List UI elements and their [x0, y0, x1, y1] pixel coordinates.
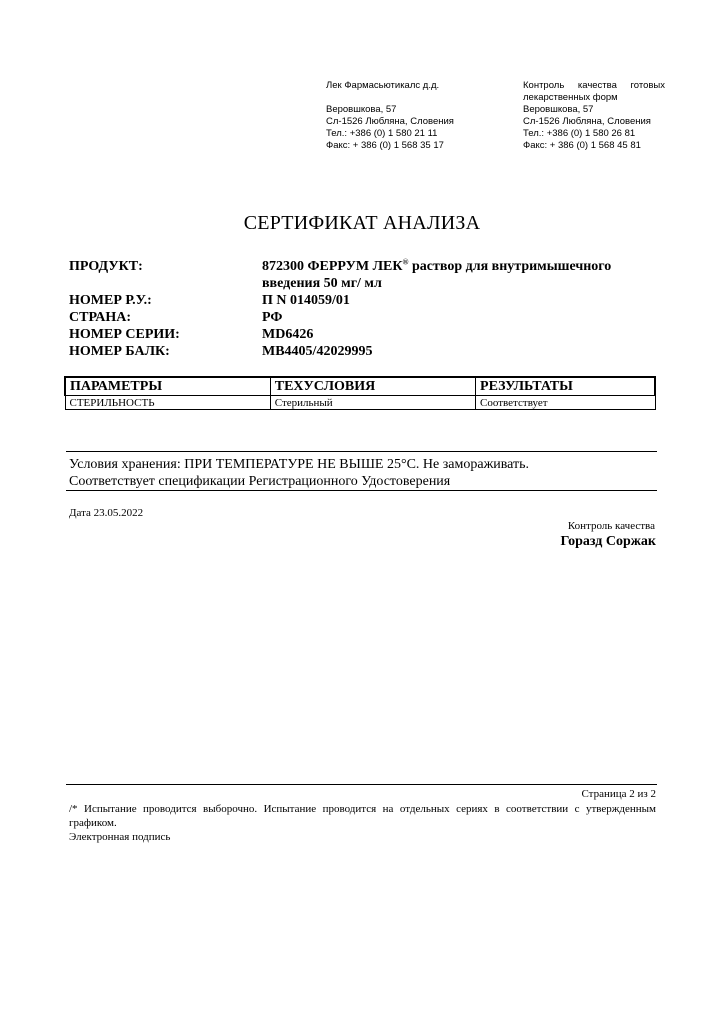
batch-number-value: MD6426: [262, 327, 314, 342]
divider-bottom: [66, 490, 657, 491]
page-number: Страница 2 из 2: [581, 788, 656, 800]
country-value: РФ: [262, 310, 283, 325]
qc-department-address: [523, 80, 665, 152]
cell-specification: Стерильный: [270, 396, 475, 410]
column-header-results: РЕЗУЛЬТАТЫ: [476, 377, 655, 396]
company-fax: Факс: + 386 (0) 1 568 35 17: [326, 140, 444, 151]
product-value-line1: 872300 ФЕРРУМ ЛЕК® раствор для внутримышечного: [262, 257, 612, 274]
electronic-signature-note: Электронная подпись: [69, 831, 171, 843]
storage-conditions: Условия хранения: ПРИ ТЕМПЕРАТУРЕ НЕ ВЫШЕ 25°С. Не замораживать.: [69, 457, 530, 472]
bulk-number-value: MB4405/42029995: [262, 344, 373, 359]
column-header-specifications: ТЕХУСЛОВИЯ: [270, 377, 475, 396]
qc-fax: Факс: + 386 (0) 1 568 45 81: [523, 140, 641, 151]
qc-street: Веровшкова, 57: [523, 104, 594, 115]
qc-dept-line1: Контроль качества готовых: [523, 80, 665, 91]
bulk-number-label: НОМЕР БАЛК:: [69, 344, 170, 359]
cell-result: Соответствует: [476, 396, 655, 410]
parameters-table: [64, 376, 656, 410]
divider-top: [66, 451, 657, 452]
reg-number-value: П N 014059/01: [262, 293, 350, 308]
product-label: ПРОДУКТ:: [69, 259, 143, 274]
signatory-role: Контроль качества: [567, 520, 655, 532]
sender-address: [326, 80, 454, 152]
specification-compliance: Соответствует спецификации Регистрационного Удостоверения: [69, 474, 451, 489]
qc-phone: Тел.: +386 (0) 1 580 26 81: [523, 128, 636, 139]
qc-dept-line2: лекарственных форм: [523, 92, 618, 103]
product-value-line2: введения 50 мг/ мл: [262, 276, 382, 291]
footnote: /* Испытание проводится выборочно. Испытание проводится на отдельных сериях в соответствии с утвержденным графиком.: [69, 803, 656, 829]
document-title: СЕРТИФИКАТ АНАЛИЗА: [243, 212, 481, 234]
batch-number-label: НОМЕР СЕРИИ:: [69, 327, 180, 342]
company-street: Веровшкова, 57: [326, 104, 397, 115]
cell-parameter: СТЕРИЛЬНОСТЬ: [65, 396, 270, 410]
country-label: СТРАНА:: [69, 310, 131, 325]
footer-divider: [66, 784, 657, 785]
table-row: [65, 396, 655, 410]
company-city: Сл-1526 Любляна, Словения: [326, 116, 454, 127]
registered-mark: ®: [402, 257, 409, 267]
company-phone: Тел.: +386 (0) 1 580 21 11: [326, 128, 438, 139]
company-name: Лек Фармасьютикалс д.д.: [326, 80, 440, 91]
column-header-parameters: ПАРАМЕТРЫ: [65, 377, 270, 396]
reg-number-label: НОМЕР Р.У.:: [69, 293, 152, 308]
certificate-date: Дата 23.05.2022: [69, 507, 144, 519]
qc-city: Сл-1526 Любляна, Словения: [523, 116, 651, 127]
signatory-name: Горазд Соржак: [560, 534, 656, 549]
table-header-row: [65, 377, 655, 396]
